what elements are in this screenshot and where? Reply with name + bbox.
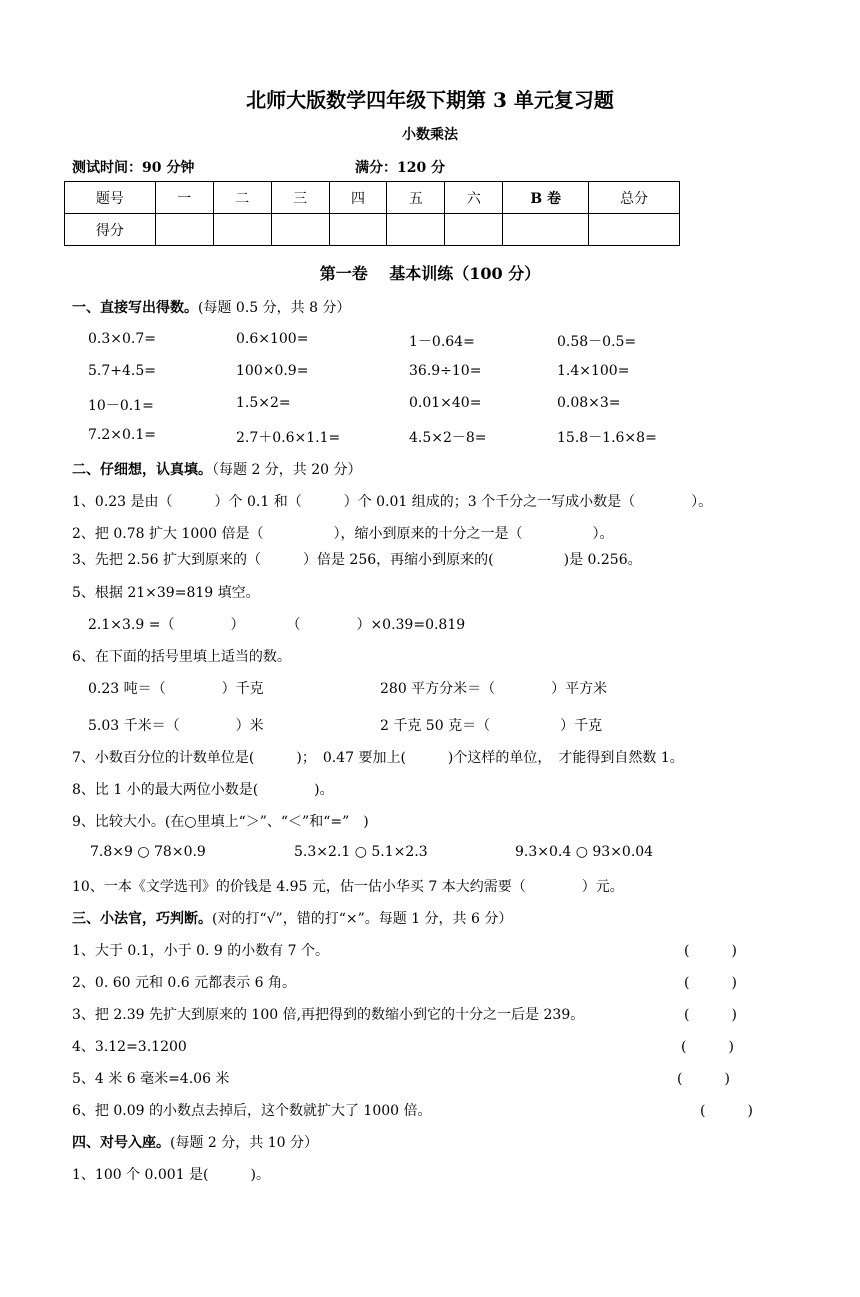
calc-item: 15.8－1.6×8= [557, 430, 657, 446]
section4-title: 四、对号入座。 [72, 1135, 170, 1151]
calc-item: 2.7＋0.6×1.1= [236, 430, 341, 446]
score-cell[interactable] [589, 214, 680, 246]
calc-item: 0.58－0.5= [557, 334, 637, 350]
score-cell[interactable] [271, 214, 329, 246]
compare-item: 5.3×2.1 ○ 5.1×2.3 [294, 844, 428, 860]
score-cell[interactable] [213, 214, 271, 246]
fill-question: 2、把 0.78 扩大 1000 倍是（ ），缩小到原来的十分之一是（ ）。 [72, 526, 614, 542]
section3-title: 三、小法官，巧判断。 [72, 911, 212, 927]
score-table-header-cell: 六 [445, 182, 503, 214]
score-cell[interactable] [445, 214, 503, 246]
judge-paren[interactable]: ( ) [684, 975, 737, 991]
score-cell[interactable] [155, 214, 213, 246]
full-score: 满分：120 分 [355, 160, 446, 176]
fill-question: 2 千克 50 克＝（ ）千克 [380, 718, 603, 734]
judge-question: 5、4 米 6 毫米=4.06 米 [72, 1071, 230, 1087]
judge-paren[interactable]: ( ) [700, 1103, 753, 1119]
score-table-header-cell: 三 [271, 182, 329, 214]
score-cell[interactable] [387, 214, 445, 246]
fill-question: 5.03 千米＝（ ）米 [88, 718, 264, 734]
score-table-header-cell: B 卷 [503, 182, 589, 214]
fill-question: 9、比较大小。(在○里填上“＞”、“＜”和“=” ) [72, 814, 369, 830]
judge-question: 3、把 2.39 先扩大到原来的 100 倍,再把得到的数缩小到它的十分之一后是 239。 [72, 1007, 585, 1023]
section3-note: (对的打“√”，错的打“×”。每题 1 分，共 6 分） [212, 911, 513, 927]
calc-item: 100×0.9= [236, 363, 309, 379]
section1-heading [72, 297, 350, 317]
score-cell[interactable] [329, 214, 387, 246]
part1-title: 第一卷 基本训练（100 分） [319, 264, 541, 283]
score-row-label: 得分 [65, 214, 156, 246]
section2-heading [72, 459, 362, 479]
fill-question: 10、一本《文学选刊》的价钱是 4.95 元，估一估小华买 7 本大约需要（ ）元。 [72, 879, 624, 895]
fill-question: 7、小数百分位的计数单位是( )； 0.47 要加上( )个这样的单位， 才能得到自然数 1。 [72, 750, 684, 766]
section4-note: (每题 2 分，共 10 分） [170, 1135, 318, 1151]
score-cell[interactable] [503, 214, 589, 246]
section2-title: 二、仔细想，认真填。 [72, 462, 212, 478]
calc-item: 10－0.1= [88, 398, 154, 414]
section3-heading [72, 908, 512, 928]
calc-item: 7.2×0.1= [88, 427, 156, 443]
calc-item: 0.01×40= [409, 395, 482, 411]
judge-question: 1、大于 0.1，小于 0. 9 的小数有 7 个。 [72, 943, 330, 959]
judge-paren[interactable]: ( ) [677, 1071, 730, 1087]
section2-note: （每题 2 分，共 20 分） [212, 462, 362, 478]
calc-item: 0.3×0.7= [88, 331, 156, 347]
score-table-header-cell: 总分 [589, 182, 680, 214]
fill-question: 5、根据 21×39=819 填空。 [72, 585, 260, 601]
score-table-header-cell: 二 [213, 182, 271, 214]
page-subtitle: 小数乘法 [402, 127, 458, 143]
fill-question: 0.23 吨＝（ ）千克 [88, 681, 264, 697]
judge-paren[interactable]: ( ) [684, 943, 737, 959]
judge-paren[interactable]: ( ) [681, 1039, 734, 1055]
calc-item: 0.08×3= [557, 395, 621, 411]
calc-item: 0.6×100= [236, 331, 309, 347]
fill-question: 8、比 1 小的最大两位小数是( )。 [72, 782, 334, 798]
page-title: 北师大版数学四年级下期第 3 单元复习题 [246, 88, 614, 112]
compare-item: 9.3×0.4 ○ 93×0.04 [515, 844, 654, 860]
judge-question: 6、把 0.09 的小数点去掉后，这个数就扩大了 1000 倍。 [72, 1103, 432, 1119]
fill-question: 1、0.23 是由（ ）个 0.1 和（ ）个 0.01 组成的；3 个千分之一写成小数是（ ）。 [72, 494, 713, 510]
fill-question: 280 平方分米＝（ ）平方米 [380, 681, 608, 697]
fill-question: 2.1×3.9 =（ ） （ ）×0.39=0.819 [88, 617, 466, 633]
judge-question: 2、0. 60 元和 0.6 元都表示 6 角。 [72, 975, 296, 991]
section1-note: (每题 0.5 分，共 8 分） [198, 300, 351, 316]
fill-question: 6、在下面的括号里填上适当的数。 [72, 649, 291, 665]
calc-item: 36.9÷10= [409, 363, 482, 379]
section1-title: 一、直接写出得数。 [72, 300, 198, 316]
score-table-score-row [65, 214, 680, 246]
calc-item: 1－0.64= [409, 334, 475, 350]
calc-item: 5.7+4.5= [88, 363, 156, 379]
score-table-header-cell: 五 [387, 182, 445, 214]
calc-item: 1.4×100= [557, 363, 630, 379]
score-table-header-cell: 四 [329, 182, 387, 214]
score-table-header-cell: 题号 [65, 182, 156, 214]
choice-question: 1、100 个 0.001 是( )。 [72, 1167, 270, 1183]
calc-item: 1.5×2= [236, 395, 291, 411]
calc-item: 4.5×2－8= [409, 430, 487, 446]
section4-heading [72, 1132, 318, 1152]
score-table-header-row [65, 182, 680, 214]
judge-question: 4、3.12=3.1200 [72, 1039, 187, 1055]
fill-question: 3、先把 2.56 扩大到原来的（ ）倍是 256，再缩小到原来的( )是 0.256。 [72, 552, 642, 568]
score-table [64, 181, 680, 246]
compare-item: 7.8×9 ○ 78×0.9 [90, 844, 206, 860]
judge-paren[interactable]: ( ) [684, 1007, 737, 1023]
test-time: 测试时间：90 分钟 [72, 160, 195, 176]
score-table-header-cell: 一 [155, 182, 213, 214]
